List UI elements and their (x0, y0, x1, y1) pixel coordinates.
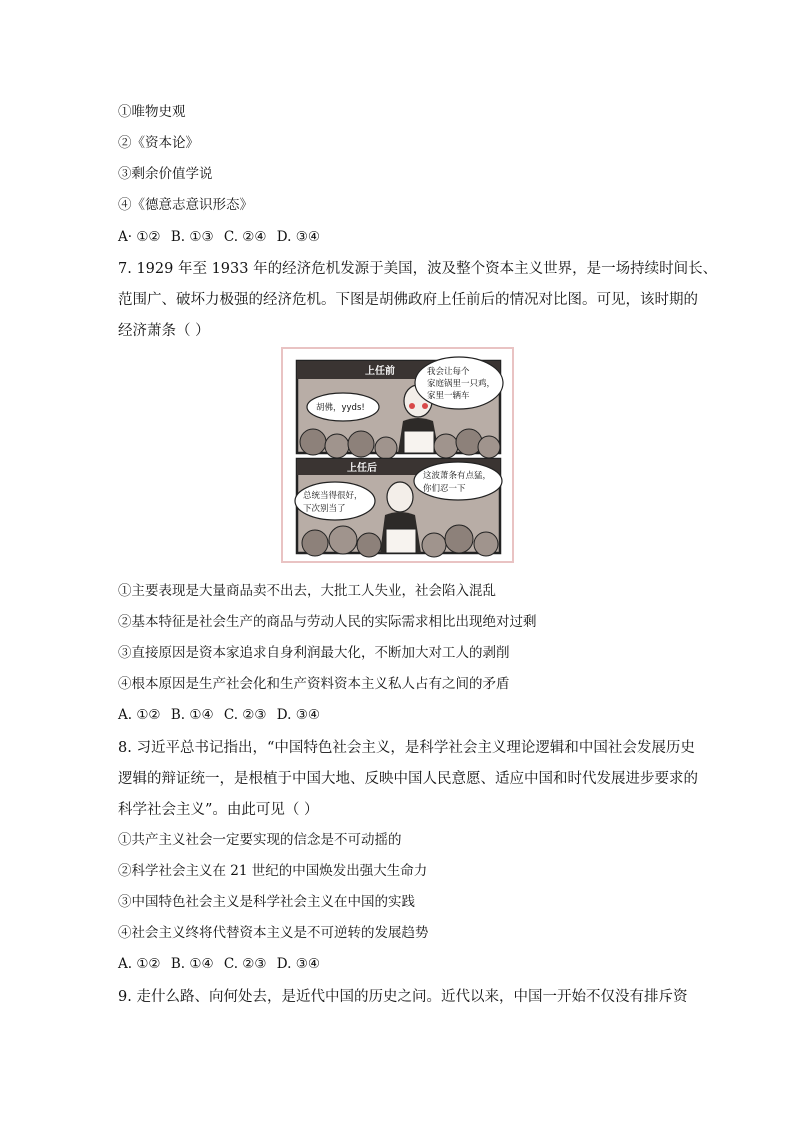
q8-stem (118, 733, 698, 826)
q8-item-3: ③中国特色社会主义是科学社会主义在中国的实践 (118, 894, 415, 910)
q8-item-2: ②科学社会主义在 21 世纪的中国焕发出强大生命力 (118, 863, 428, 879)
q6-option-d[interactable]: D. ③④ (276, 229, 320, 245)
panel2-right-bubble-1: 这波萧条有点猛， (423, 471, 492, 481)
q7-option-c[interactable]: C. ②③ (223, 707, 267, 723)
q7-item-2: ②基本特征是社会生产的商品与劳动人民的实际需求相比出现绝对过剩 (118, 614, 537, 630)
q6-option-c[interactable]: C. ②④ (223, 229, 267, 245)
q7-option-a[interactable]: A. ①② (118, 707, 161, 723)
comic-panel-after (295, 459, 502, 557)
q6-item-4: ④《德意志意识形态》 (118, 197, 253, 213)
comic-panel-before (297, 357, 503, 459)
q8-stem-line-2: 逻辑的辩证统一，是根植于中国大地、反映中国人民意愿、适应中国和时代发展进步要求的 (118, 771, 698, 787)
q7-option-d[interactable]: D. ③④ (276, 707, 320, 723)
q8-option-d[interactable]: D. ③④ (276, 956, 320, 972)
q7-stem-line-1: 7. 1929 年至 1933 年的经济危机发源于美国，波及整个资本主义世界，是一场持续时间长、 (118, 261, 718, 277)
q6-option-b[interactable]: B. ①③ (170, 229, 214, 245)
panel1-right-bubble-1: 我会让每个 (427, 367, 470, 377)
q7-stem (118, 254, 718, 347)
q7-option-b[interactable]: B. ①④ (170, 707, 214, 723)
q6-item-1: ①唯物史观 (118, 104, 186, 120)
q7-item-4: ④根本原因是生产社会化和生产资料资本主义私人占有之间的矛盾 (118, 676, 510, 692)
q8-option-b[interactable]: B. ①④ (170, 956, 214, 972)
q6-options (118, 227, 326, 247)
q8-stem-line-1: 8. 习近平总书记指出，“中国特色社会主义，是科学社会主义理论逻辑和中国社会发展历史 (118, 740, 695, 756)
panel1-left-bubble: 胡佛，yyds! (316, 403, 365, 413)
q6-option-a[interactable]: A· ①② (118, 229, 161, 245)
q7-item-3: ③直接原因是资本家追求自身利润最大化，不断加大对工人的剥削 (118, 645, 510, 661)
q6-item-3: ③剩余价值学说 (118, 166, 213, 182)
q9-stem-line-1: 9. 走什么路、向何处去，是近代中国的历史之问。近代以来，中国一开始不仅没有排斥资 (118, 989, 688, 1005)
q8-option-c[interactable]: C. ②③ (223, 956, 267, 972)
panel2-left-bubble-1: 总统当得很好， (303, 491, 363, 501)
panel1-right-bubble-2: 家庭锅里一只鸡， (427, 379, 496, 389)
q7-stem-line-3: 经济萧条（ ） (118, 323, 210, 339)
panel2-right-bubble-2: 你们忍一下 (423, 484, 466, 494)
q8-item-1: ①共产主义社会一定要实现的信念是不可动摇的 (118, 832, 402, 848)
q8-option-a[interactable]: A. ①② (118, 956, 161, 972)
panel2-left-bubble-2: 下次别当了 (303, 504, 346, 514)
q8-item-4: ④社会主义终将代替资本主义是不可逆转的发展趋势 (118, 925, 429, 941)
q6-item-2: ②《资本论》 (118, 135, 199, 151)
panel1-right-bubble-3: 家里一辆车 (427, 391, 470, 401)
q7-options (118, 705, 326, 725)
panel2-title: 上任后 (347, 463, 377, 474)
q9-stem (118, 982, 688, 1013)
hoover-comic (281, 347, 514, 563)
q8-options (118, 954, 326, 974)
q7-stem-line-2: 范围广、破坏力极强的经济危机。下图是胡佛政府上任前后的情况对比图。可见，该时期的 (118, 292, 698, 308)
q8-stem-line-3: 科学社会主义”。由此可见（ ） (118, 802, 319, 818)
q7-item-1: ①主要表现是大量商品卖不出去，大批工人失业，社会陷入混乱 (118, 583, 496, 599)
panel1-title: 上任前 (365, 366, 395, 377)
